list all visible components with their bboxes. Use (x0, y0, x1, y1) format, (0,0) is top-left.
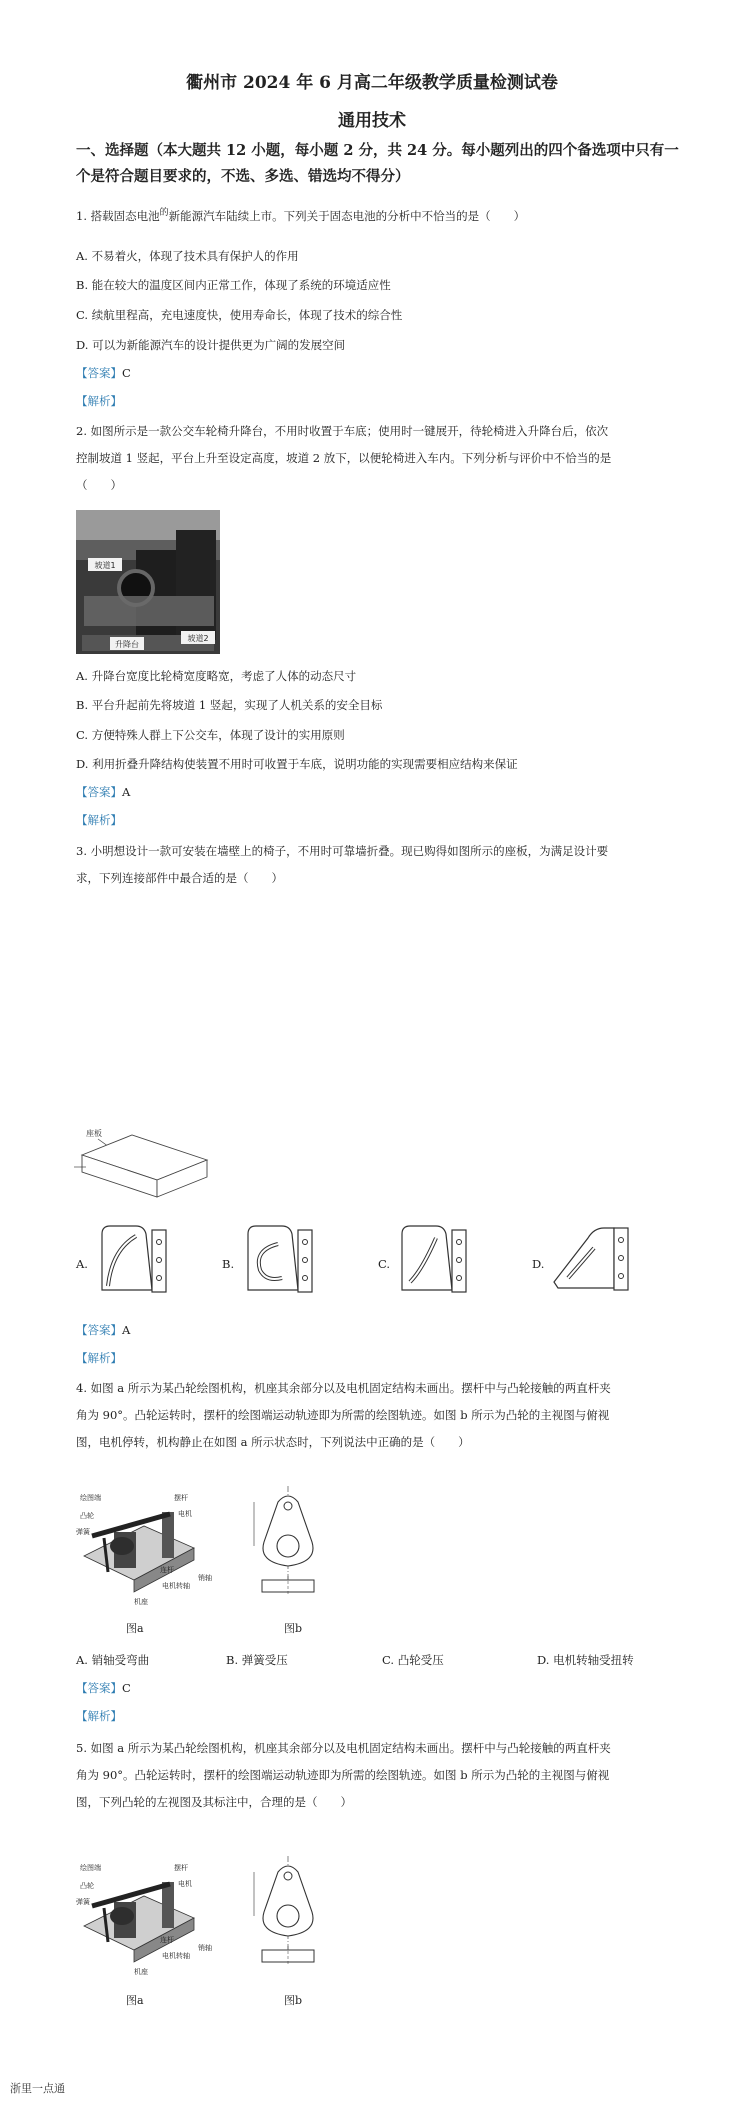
q4-option-d: D. 电机转轴受扭转 (537, 1653, 634, 1667)
fig-label-base: 机座 (134, 1968, 148, 1976)
q1-option-d: D. 可以为新能源汽车的设计提供更为广阔的发展空间 (76, 338, 346, 352)
fig-label-drawing-end: 绘图端 (80, 1494, 101, 1502)
q1-option-b: B. 能在较大的温度区间内正常工作，体现了系统的环境适应性 (76, 278, 391, 292)
fig-label-cam: 凸轮 (80, 1512, 94, 1520)
q1-option-a: A. 不易着火，体现了技术具有保护人的作用 (76, 249, 299, 263)
q3-stem: 3. 小明想设计一款可安装在墙壁上的椅子，不用时可靠墙折叠。现已购得如图所示的座板，为满足设计要 求，下列连接部件中最合适的是（ ） (76, 844, 609, 885)
fig-label-base: 机座 (134, 1598, 148, 1606)
q4-analysis-label: 【解析】 (76, 1709, 122, 1723)
q2-wheelchair-lift-photo (76, 510, 220, 654)
q5-fig-b-caption: 图b (284, 1994, 303, 2007)
fig-label-spring: 弹簧 (76, 1898, 90, 1906)
q3-seat-board-figure (72, 1125, 222, 1205)
q2-answer: 【答案】A (76, 785, 131, 799)
q4-fig-a-caption: 图a (126, 1622, 144, 1635)
q5-stem: 5. 如图 a 所示为某凸轮绘图机构，机座其余部分以及电机固定结构未画出。摆杆中与凸轮接触的两直杆夹 角为 90°。凸轮运转时，摆杆的绘图端运动轨迹即为所需的绘图轨迹。如图 b 所示为凸轮的主视图与俯视 图，下列凸轮的左视图及其标注中，合理的是（ ） (76, 1741, 611, 1809)
fig-label-motor-shaft: 电机转轴 (162, 1952, 190, 1960)
q2-stem: 2. 如图所示是一款公交车轮椅升降台，不用时收置于车底；使用时一键展开，待轮椅进入升降台后，依次 控制坡道 1 竖起，平台上升至设定高度，坡道 2 放下，以便轮椅进入车内。下列分析与评价中不恰当的是 （ ） (76, 424, 612, 492)
q4-option-b: B. 弹簧受压 (226, 1653, 288, 1667)
fig-label-link: 连杆 (160, 1936, 174, 1944)
q2-option-b: B. 平台升起前先将坡道 1 竖起，实现了人机关系的安全目标 (76, 698, 383, 712)
q3-option-b-bracket (238, 1220, 322, 1296)
exam-subject: 通用技术 (338, 111, 406, 131)
fig-label-motor: 电机 (178, 1880, 192, 1888)
q4-answer: 【答案】C (76, 1681, 131, 1695)
seat-board-label: 座板 (86, 1129, 102, 1138)
fig-label-pin: 销轴 (198, 1944, 212, 1952)
fig-label-motor: 电机 (178, 1510, 192, 1518)
q3-answer: 【答案】A (76, 1323, 131, 1337)
fig-label-swing-rod: 摆杆 (174, 1864, 188, 1872)
q3-option-b-letter: B. (222, 1257, 235, 1271)
q1-answer: 【答案】C (76, 366, 131, 380)
q4-option-a: A. 销轴受弯曲 (76, 1653, 150, 1667)
fig-label-spring: 弹簧 (76, 1528, 90, 1536)
exam-title: 衢州市 2024 年 6 月高二年级教学质量检测试卷 (186, 73, 558, 93)
fig-label-pin: 销轴 (198, 1574, 212, 1582)
fig-label-motor-shaft: 电机转轴 (162, 1582, 190, 1590)
q3-option-a-bracket (92, 1220, 176, 1296)
q4-option-c: C. 凸轮受压 (382, 1653, 444, 1667)
q5-fig-a-caption: 图a (126, 1994, 144, 2007)
fig-label-swing-rod: 摆杆 (174, 1494, 188, 1502)
q3-option-d-bracket (548, 1220, 648, 1296)
q1-option-c: C. 续航里程高，充电速度快，使用寿命长，体现了技术的综合性 (76, 308, 403, 322)
q5-mechanism-figure-a (74, 1858, 224, 1978)
q3-option-c-bracket (392, 1220, 476, 1296)
q1-stem: 1. 搭载固态电池$^的$新能源汽车陆续上市。下列关于固态电池的分析中不恰当的是（ ） (76, 208, 526, 223)
q3-option-d-letter: D. (532, 1257, 545, 1271)
q4-mechanism-figure-a (74, 1488, 224, 1608)
footer-brand: 浙里一点通 (10, 2082, 65, 2095)
photo-label-lift: 升降台 (115, 640, 139, 649)
q2-option-a: A. 升降台宽度比轮椅宽度略宽，考虑了人体的动态尺寸 (76, 669, 357, 683)
q5-cam-drawing-figure-b (240, 1850, 350, 1980)
q4-fig-b-caption: 图b (284, 1622, 303, 1635)
q2-option-d: D. 利用折叠升降结构使装置不用时可收置于车底，说明功能的实现需要相应结构来保证 (76, 757, 518, 771)
photo-label-ramp1: 坡道1 (94, 561, 116, 570)
q1-analysis-label: 【解析】 (76, 394, 122, 408)
photo-label-ramp2: 坡道2 (187, 634, 209, 643)
q3-option-a-letter: A. (76, 1257, 88, 1271)
q2-analysis-label: 【解析】 (76, 813, 122, 827)
q2-option-c: C. 方便特殊人群上下公交车，体现了设计的实用原则 (76, 728, 345, 742)
fig-label-cam: 凸轮 (80, 1882, 94, 1890)
section-heading: 一、选择题（本大题共 12 小题，每小题 2 分，共 24 分。每小题列出的四个备选项中只有一 个是符合题目要求的，不选、多选、错选均不得分） (76, 142, 679, 185)
q3-analysis-label: 【解析】 (76, 1351, 122, 1365)
fig-label-link: 连杆 (160, 1566, 174, 1574)
q4-stem: 4. 如图 a 所示为某凸轮绘图机构，机座其余部分以及电机固定结构未画出。摆杆中与凸轮接触的两直杆夹 角为 90°。凸轮运转时，摆杆的绘图端运动轨迹即为所需的绘图轨迹。如图 b 所示为凸轮的主视图与俯视 图，电机停转，机构静止在如图 a 所示状态时，下列说法中正确的是（ ） (76, 1381, 611, 1449)
q4-cam-drawing-figure-b (240, 1480, 350, 1610)
fig-label-drawing-end: 绘图端 (80, 1864, 101, 1872)
q3-option-c-letter: C. (378, 1257, 391, 1271)
